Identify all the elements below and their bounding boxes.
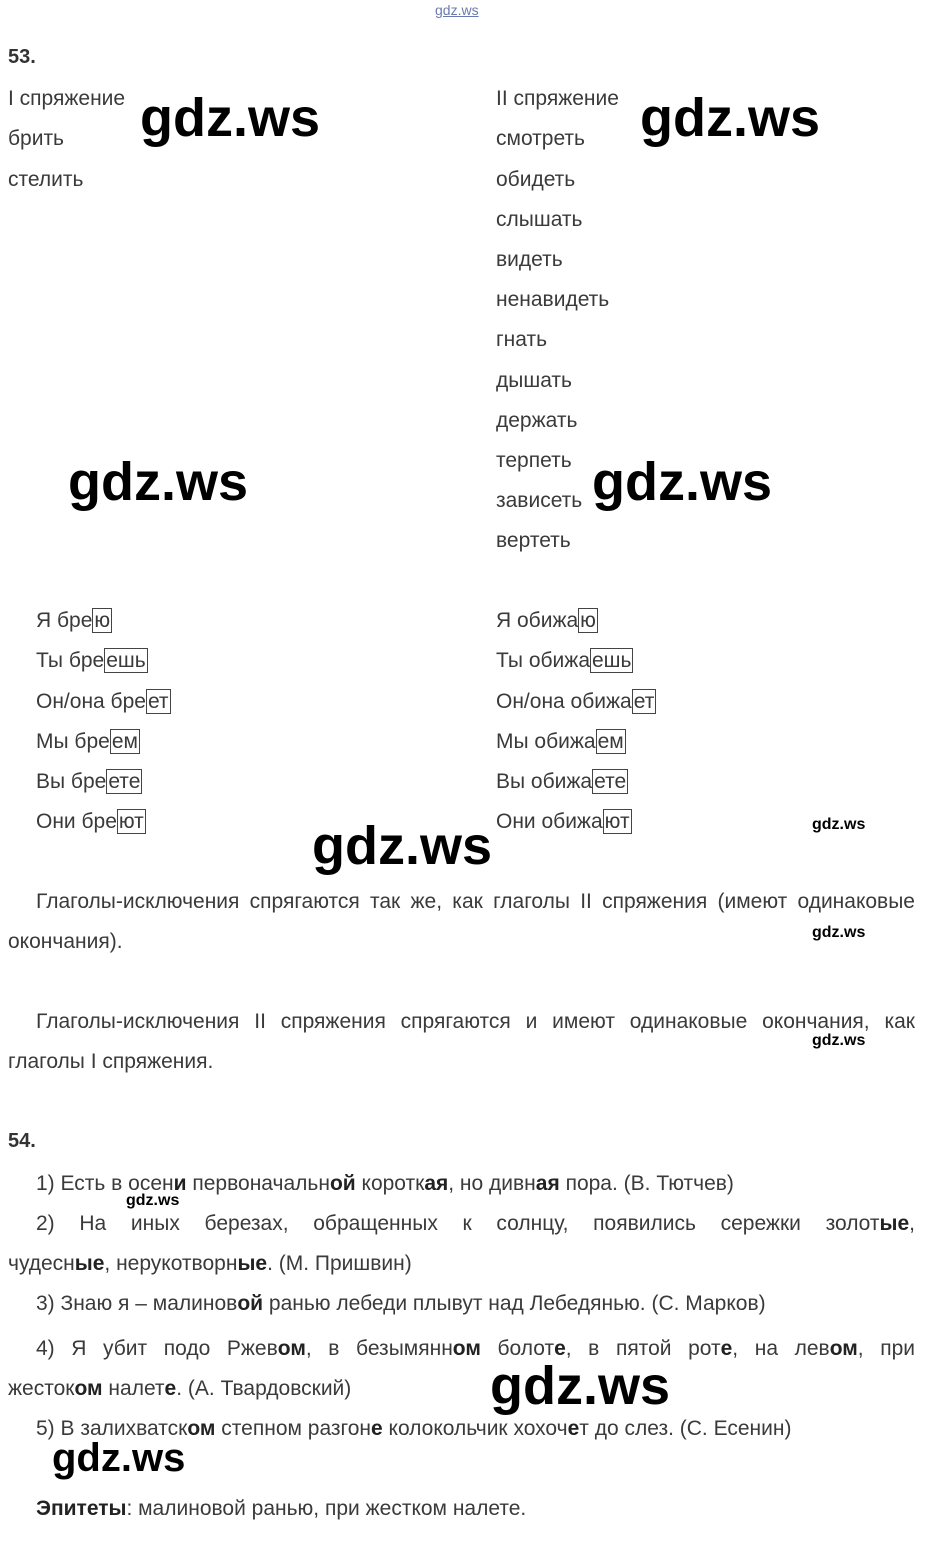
ending-box: ете [594, 770, 627, 793]
col2-word: зависеть [496, 489, 583, 512]
conj1-row: Я брею [36, 609, 111, 632]
col2-word: смотреть [496, 127, 585, 150]
sentence-4-line-2: жестоком налете. (А. Твардовский) [8, 1377, 352, 1400]
exercise-54-number: 54. [8, 1130, 36, 1152]
col2-word: держать [496, 409, 578, 432]
conj1-row: Ты бреешь [36, 649, 146, 672]
sentence-5: 5) В залихватском степном разгоне колокольчик хохочет до слез. (С. Есенин) [36, 1417, 792, 1440]
col2-word: слышать [496, 208, 583, 231]
conj1-row: Вы бреете [36, 770, 141, 793]
ending-box: ет [147, 690, 169, 713]
ending-box: ете [108, 770, 141, 793]
watermark[interactable]: gdz.ws [140, 88, 321, 148]
sentence-2-line-2: чудесные, нерукотворные. (М. Пришвин) [8, 1252, 412, 1275]
watermark[interactable]: gdz.ws [592, 452, 773, 512]
col1-word: брить [8, 127, 64, 150]
watermark-top[interactable]: gdz.ws [435, 2, 479, 18]
sentence-3: 3) Знаю я – малиновой ранью лебеди плывут над Лебедянью. (С. Марков) [36, 1292, 766, 1315]
paragraph-exceptions-1: Глаголы-исключения спрягаются так же, как глаголы II спряжения (имеют одинаковые окончания). [8, 890, 915, 953]
watermark[interactable]: gdz.ws [490, 1356, 671, 1416]
col1-title: I спряжение [8, 87, 126, 110]
conj1-row: Он/она бреет [36, 690, 169, 713]
col2-word: вертеть [496, 529, 571, 552]
ending-box: ет [633, 690, 655, 713]
conj2-row: Они обижают [496, 810, 630, 833]
conj2-row: Ты обижаешь [496, 649, 632, 672]
conj1-row: Они бреют [36, 810, 144, 833]
sentence-4-line-1: 4) Я убит подо Ржевом, в безымянном болоте, в пятой роте, на левом, при [36, 1337, 915, 1360]
ending-box: ют [118, 810, 144, 833]
col2-title: II спряжение [496, 87, 619, 110]
ending-box: ем [111, 730, 138, 753]
col2-word: обидеть [496, 168, 576, 191]
ending-box: ю [94, 609, 111, 632]
col2-word: гнать [496, 328, 548, 351]
ending-box: ешь [106, 649, 146, 672]
col1-word: стелить [8, 168, 84, 191]
watermark-small[interactable]: gdz.ws [812, 1032, 866, 1049]
conj2-row: Вы обижаете [496, 770, 627, 793]
ending-box: ем [597, 730, 624, 753]
exercise-53-number: 53. [8, 46, 36, 68]
col2-word: ненавидеть [496, 288, 610, 311]
watermark[interactable]: gdz.ws [640, 88, 821, 148]
sentence-1: 1) Есть в осени первоначальной короткая, но дивная пора. (В. Тютчев) [36, 1172, 734, 1195]
sentence-2-line-1: 2) На иных березах, обращенных к солнцу, появились сережки золотые, [36, 1212, 915, 1235]
watermark-small[interactable]: gdz.ws [126, 1192, 180, 1209]
ending-box: ешь [592, 649, 632, 672]
epithets-line: Эпитеты: малиновой ранью, при жестком налете. [36, 1497, 527, 1520]
watermark[interactable]: gdz.ws [312, 816, 493, 876]
col2-word: дышать [496, 369, 572, 392]
conj2-row: Он/она обижает [496, 690, 655, 713]
watermark-small[interactable]: gdz.ws [812, 924, 866, 941]
conj2-row: Я обижаю [496, 609, 596, 632]
epithets-label: Эпитеты [36, 1497, 127, 1520]
paragraph-exceptions-2: Глаголы-исключения II спряжения спрягаются и имеют одинаковые окончания, как глаголы I спряжения. [8, 1010, 915, 1073]
col2-word: видеть [496, 248, 563, 271]
conj2-row: Мы обижаем [496, 730, 624, 753]
conj1-row: Мы бреем [36, 730, 138, 753]
col2-word: терпеть [496, 449, 572, 472]
watermark[interactable]: gdz.ws [68, 452, 249, 512]
ending-box: ю [580, 609, 596, 632]
watermark-small[interactable]: gdz.ws [812, 816, 866, 833]
watermark[interactable]: gdz.ws [52, 1436, 186, 1480]
ending-box: ют [604, 810, 630, 833]
